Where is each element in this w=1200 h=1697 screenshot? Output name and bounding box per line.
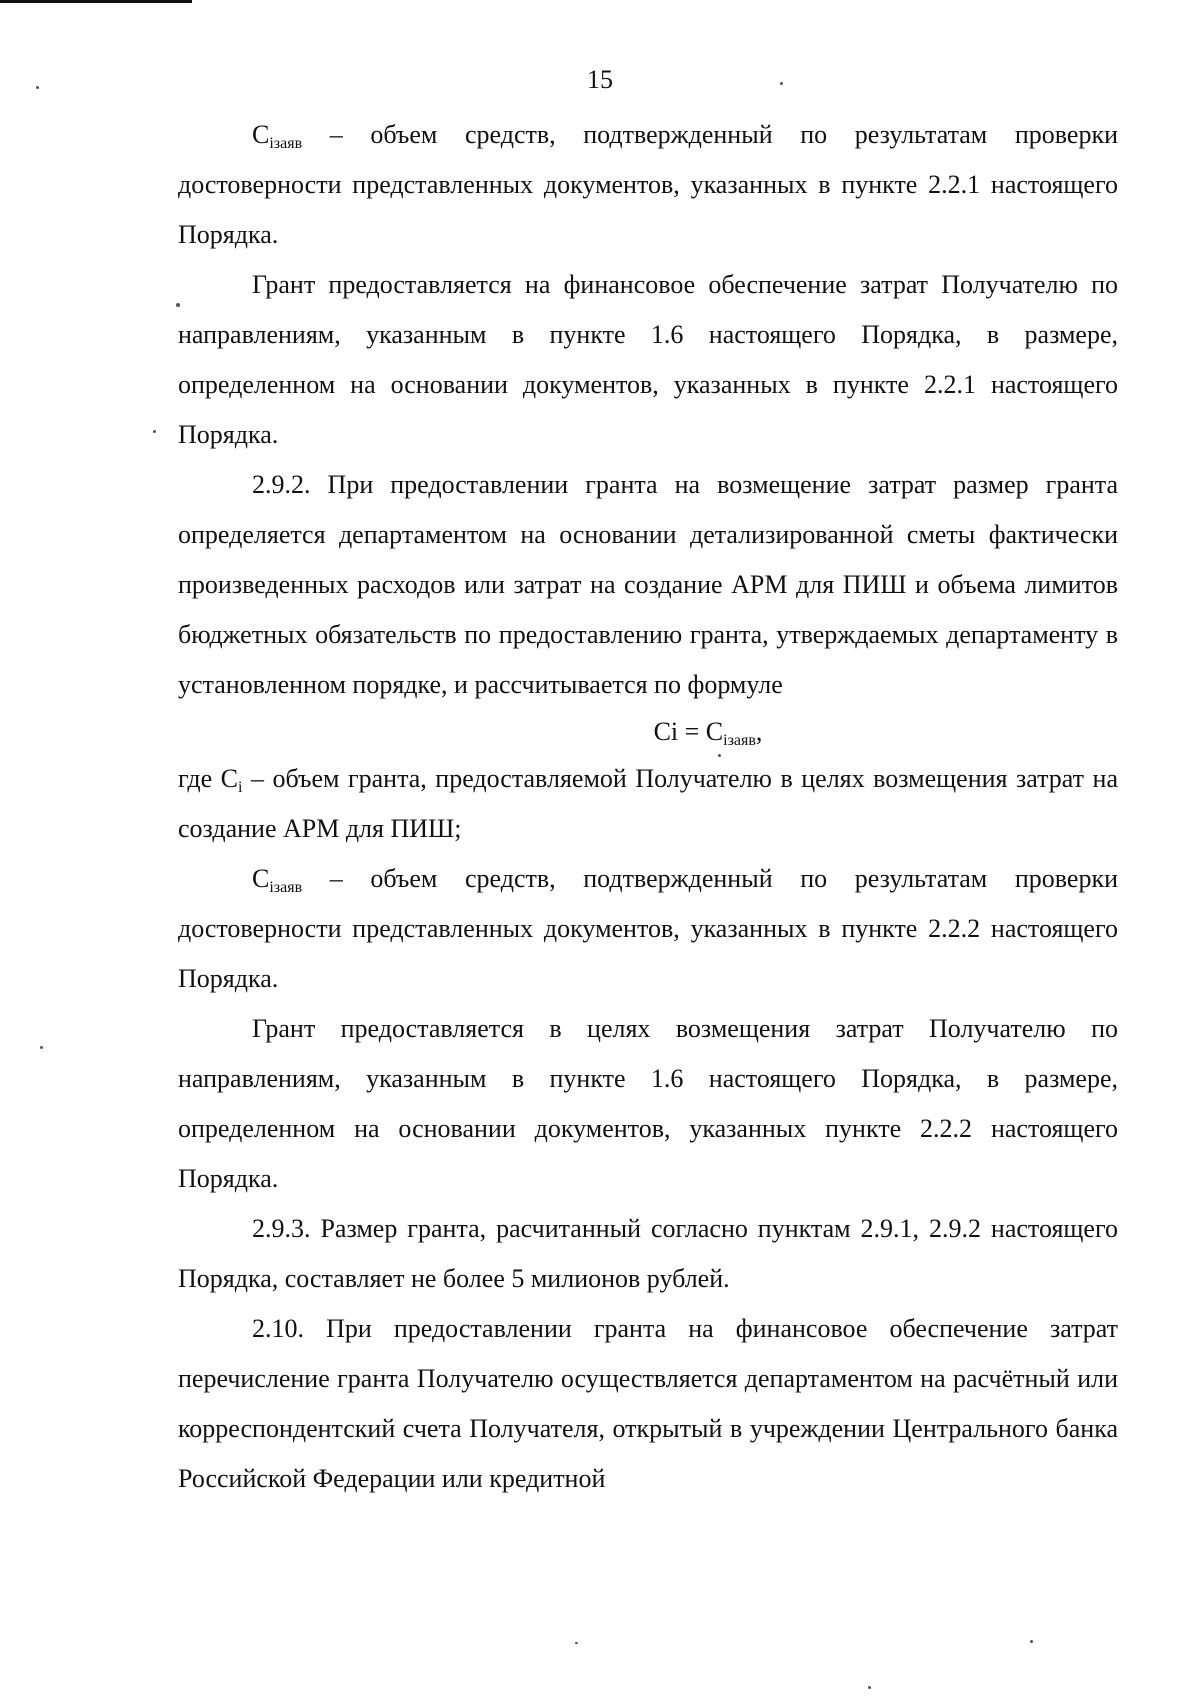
scan-speck (153, 430, 156, 433)
scan-speck (1030, 1640, 1033, 1643)
lead-text: где C (178, 764, 238, 793)
symbol-subscript: iзаяв (269, 879, 303, 896)
symbol-c: C (252, 120, 270, 149)
scan-speck (40, 1046, 43, 1049)
scan-speck (780, 82, 783, 85)
scan-speck (36, 86, 39, 89)
symbol-subscript: iзаяв (269, 135, 303, 152)
paragraph-2-9-3: 2.9.3. Размер гранта, расчитанный согласно пунктам 2.9.1, 2.9.2 настоящего Порядка, составляет не более 5 милионов рублей. (178, 1214, 1118, 1293)
formula-lhs: Ci = C (653, 717, 724, 746)
paragraph-grant-financial-support: Грант предоставляется на финансовое обеспечение затрат Получателю по направлениям, указанным в пункте 1.6 настоящего Порядка, в размере, определенном на основании документов, указанных в пункте 2.2.1 настоящего Порядка. (178, 270, 1118, 449)
paragraph-text: – объем гранта, предоставляемой Получателю в целях возмещения затрат на создание АРМ для ПИШ; (178, 764, 1118, 843)
scan-speck (718, 754, 721, 757)
formula-tail: , (755, 717, 763, 746)
scan-speck (176, 303, 180, 307)
page-number: 15 (587, 65, 613, 94)
paragraph-text: – объем средств, подтвержденный по результатам проверки достоверности представленных документов, указанных в пункте 2.2.2 настоящего Порядка. (178, 864, 1118, 993)
paragraph-2-9-2: 2.9.2. При предоставлении гранта на возмещение затрат размер гранта определяется департаментом на основании детализированной сметы фактически произведенных расходов или затрат на создание АРМ для ПИШ и объема лимитов бюджетных обязательств по предоставлению гранта, утверждаемых департаменту в установленном порядке, и рассчитывается по формуле (178, 470, 1118, 699)
symbol-c: C (252, 864, 270, 893)
paragraph-text: – объем средств, подтвержденный по результатам проверки достоверности представленных документов, указанных в пункте 2.2.1 настоящего Порядка. (178, 120, 1118, 249)
paragraph-2-10: 2.10. При предоставлении гранта на финансовое обеспечение затрат перечисление гранта Получателю осуществляется департаментом на расчётный или корреспондентский счета Получателя, открытый в учреждении Центрального банка Российской Федерации или кредитной (178, 1314, 1118, 1493)
paragraph-c-izayav-definition-2 (178, 854, 1118, 1004)
scan-edge-line (0, 0, 192, 3)
paragraph-where-ci (178, 754, 1118, 854)
paragraph-grant-reimbursement: Грант предоставляется в целях возмещения затрат Получателю по направлениям, указанным в пункте 1.6 настоящего Порядка, в размере, определенном на основании документов, указанных пункте 2.2.2 настоящего Порядка. (178, 1014, 1118, 1193)
formula (178, 710, 1118, 754)
scan-speck (868, 1686, 871, 1689)
formula-subscript: iзаяв (723, 732, 756, 749)
document-body (178, 110, 1118, 1504)
ci-subscript: i (237, 779, 243, 796)
scan-speck (575, 1642, 578, 1644)
paragraph-c-izayav-definition (178, 110, 1118, 260)
